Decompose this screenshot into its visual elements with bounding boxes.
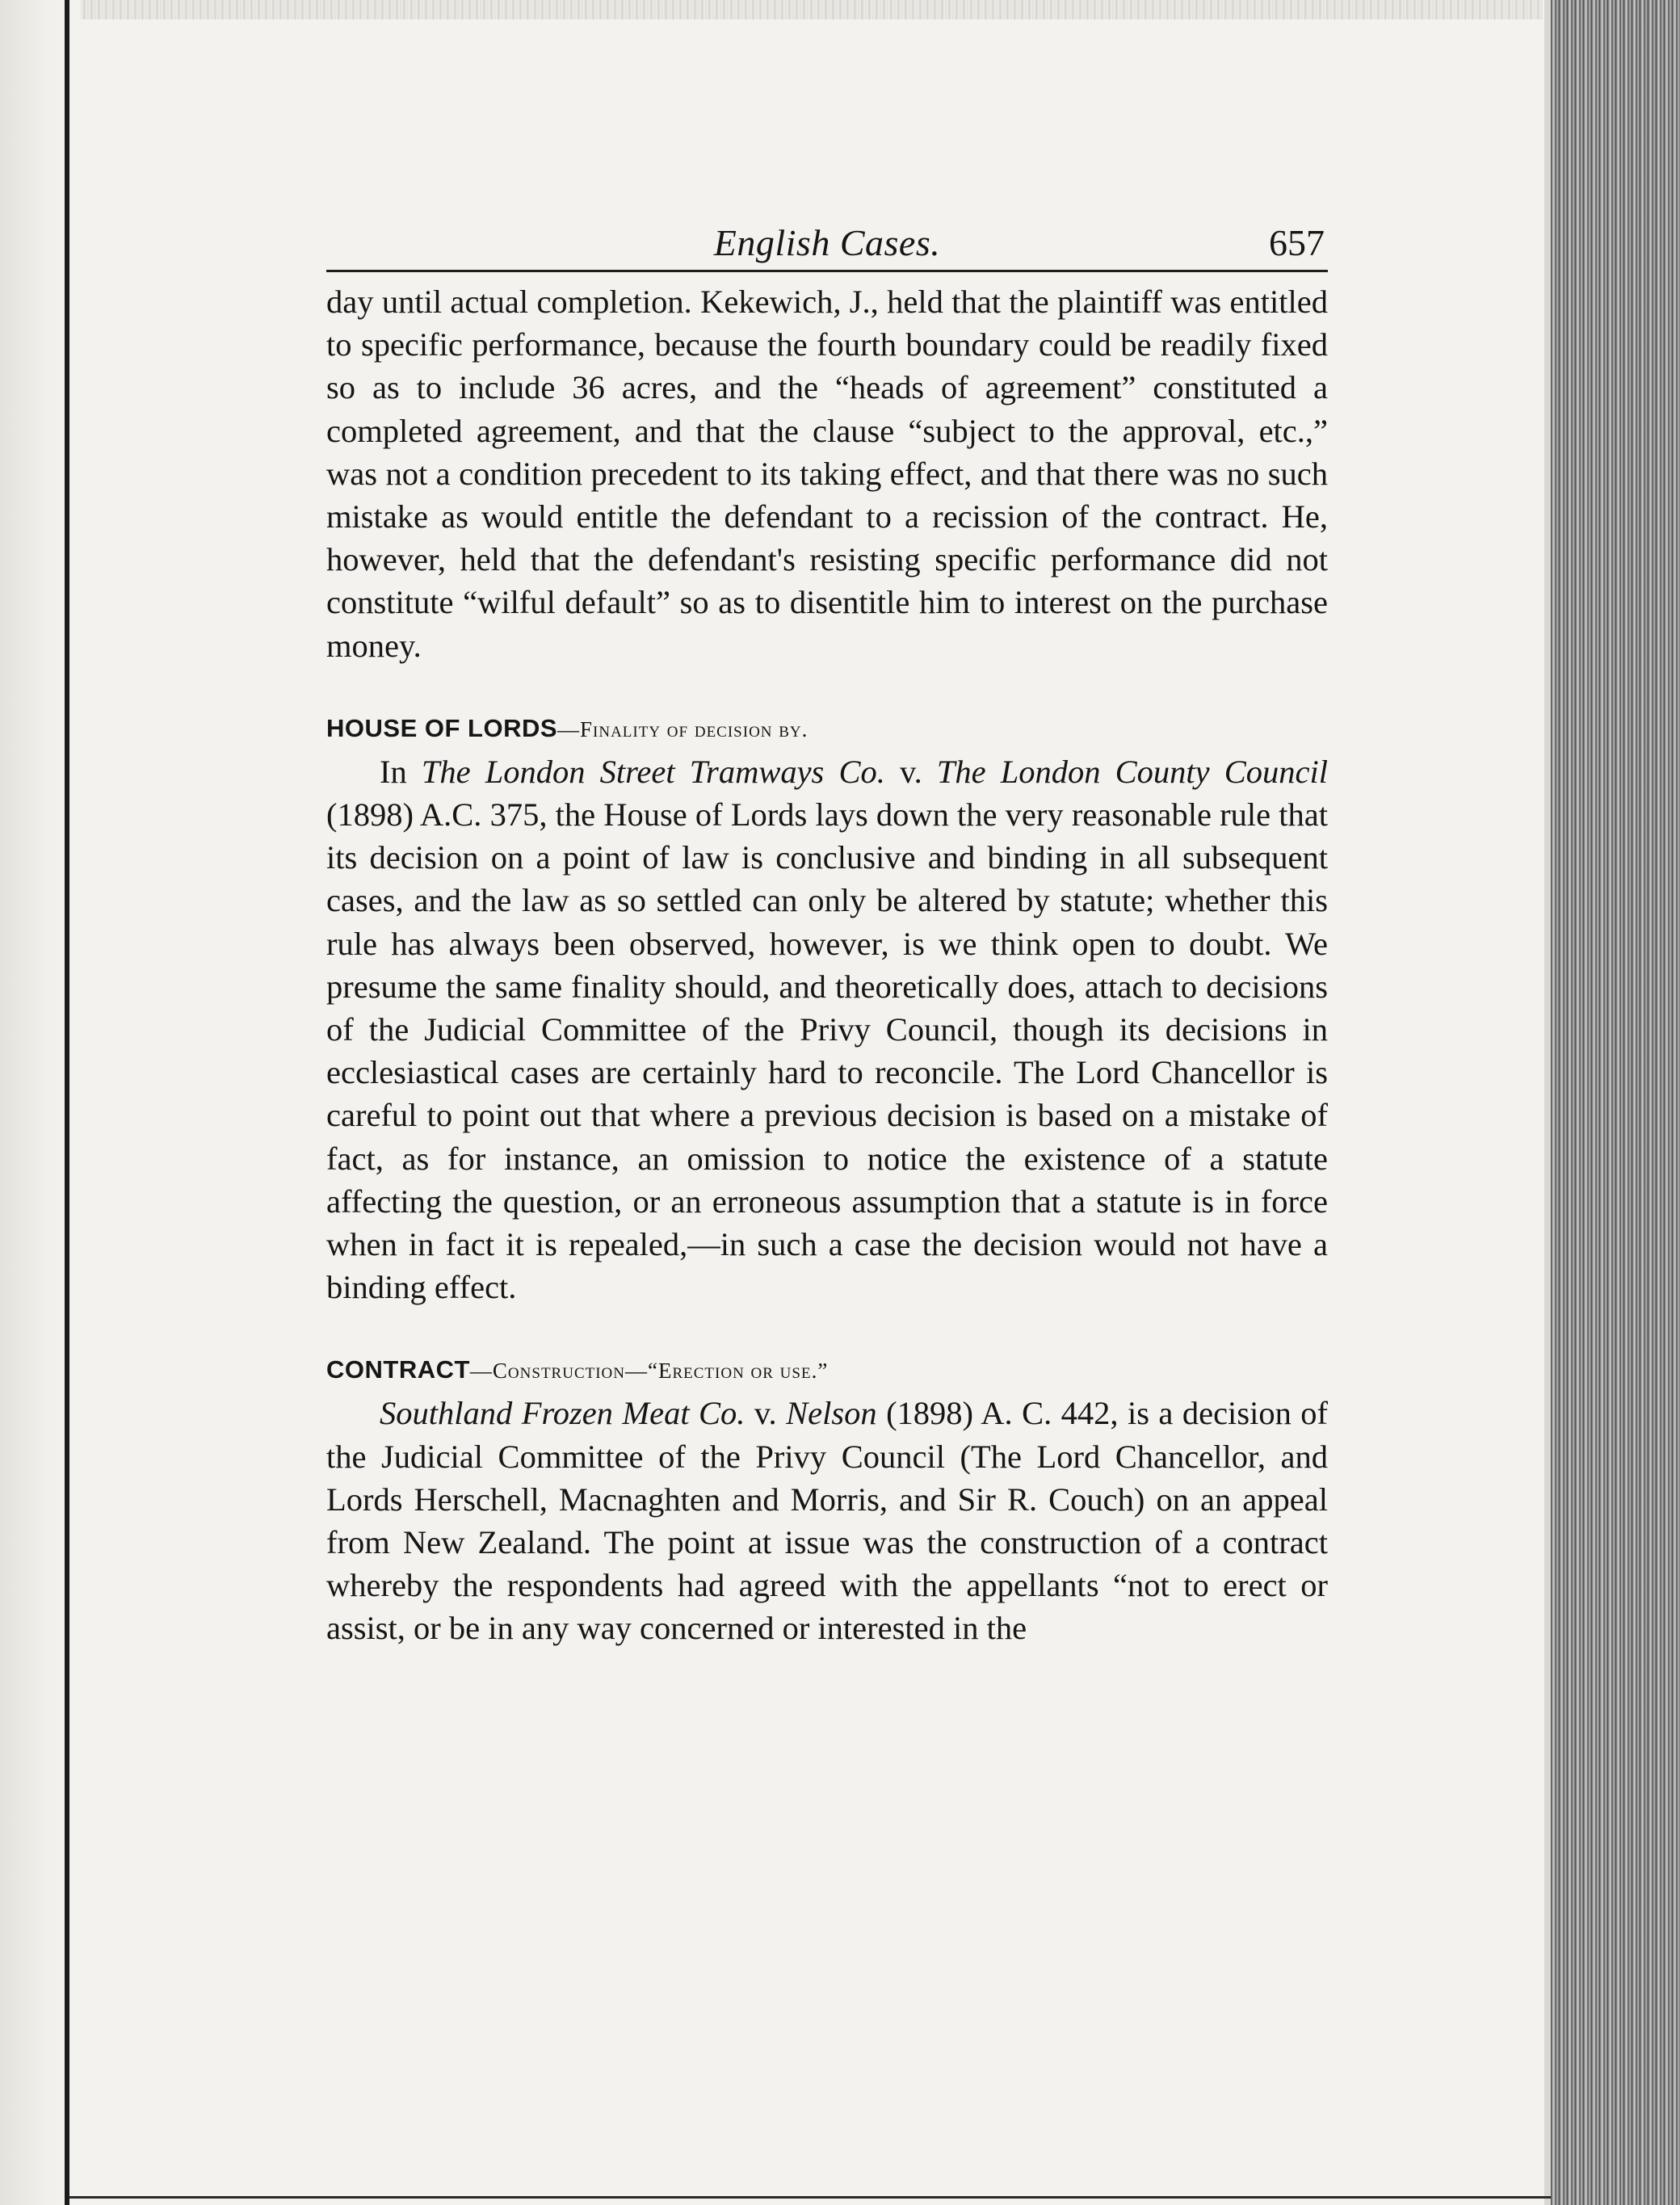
book-gutter-line: [65, 0, 69, 2205]
book-page-edges: [1551, 0, 1680, 2205]
versus: v.: [899, 753, 922, 790]
contract-paragraph: [326, 1392, 1328, 1649]
versus: v.: [754, 1395, 777, 1432]
case-name: Southland Frozen Meat Co.: [380, 1395, 746, 1432]
section-title: HOUSE OF LORDS: [326, 713, 558, 742]
lead-word: In: [380, 753, 407, 790]
section-subtitle: —Construction—“Erection or use.”: [469, 1359, 829, 1384]
section-title: CONTRACT: [326, 1355, 470, 1384]
book-page: [326, 220, 1328, 1650]
running-head: [326, 220, 1328, 272]
section-subtitle: —Finality of decision by.: [557, 716, 808, 741]
scan-bottom-edge: [69, 2196, 1551, 2199]
case-name-respondent: The London County Council: [936, 753, 1329, 790]
case-name-respondent: Nelson: [786, 1395, 877, 1432]
section-heading-house-of-lords: [326, 711, 1328, 747]
scan-top-edge: [0, 0, 1543, 19]
paragraph-body: (1898) A. C. 442, is a decision of the Judicial Committee of the Privy Council (The Lord Chancellor, and Lords Herschell, Macnaghten and Morris, and Sir R. Couch) on an appeal from New Zealand. The point at issue was the construction of a contract whereby the respondents had agreed with the appellants “not to erect or assist, or be in any way concerned or interested in the: [326, 1395, 1329, 1647]
section-heading-contract: [326, 1352, 1328, 1388]
case-name: The London Street Tramways Co.: [421, 753, 885, 790]
running-title: English Cases.: [713, 222, 941, 263]
paragraph-body: (1898) A.C. 375, the House of Lords lays down the very reasonable rule that its decision on a point of law is conclusive and binding in all subsequent cases, and the law as so settled can only be altered by statute; whether this rule has always been observed, however, is we think open to doubt. We presume the same finality should, and theoretically does, attach to decisions of the Judicial Committee of the Privy Council, though its decisions in ecclesiastical cases are certainly hard to reconcile. The Lord Chancellor is careful to point out that where a previous decision is based on a mistake of fact, as for instance, an omission to notice the existence of a statute affecting the question, or an erroneous assumption that a statute is in force when in fact it is repealed,—in such a case the decision would not have a binding effect.: [326, 796, 1328, 1306]
house-of-lords-paragraph: [326, 750, 1328, 1309]
page-number: 657: [1269, 222, 1325, 263]
opening-paragraph: day until actual completion. Kekewich, J., held that the plaintiff was entitled to specific performance, because the fourth boundary could be readily fixed so as to include 36 acres, and the “heads of agreement” constituted a completed agreement, and that the clause “subject to the approval, etc.,” was not a condition precedent to its taking effect, and that there was no such mistake as would entitle the defendant to a recission of the contract. He, however, held that the defendant's resisting specific performance did not constitute “wilful default” so as to disentitle him to interest on the purchase money.: [326, 284, 1328, 664]
